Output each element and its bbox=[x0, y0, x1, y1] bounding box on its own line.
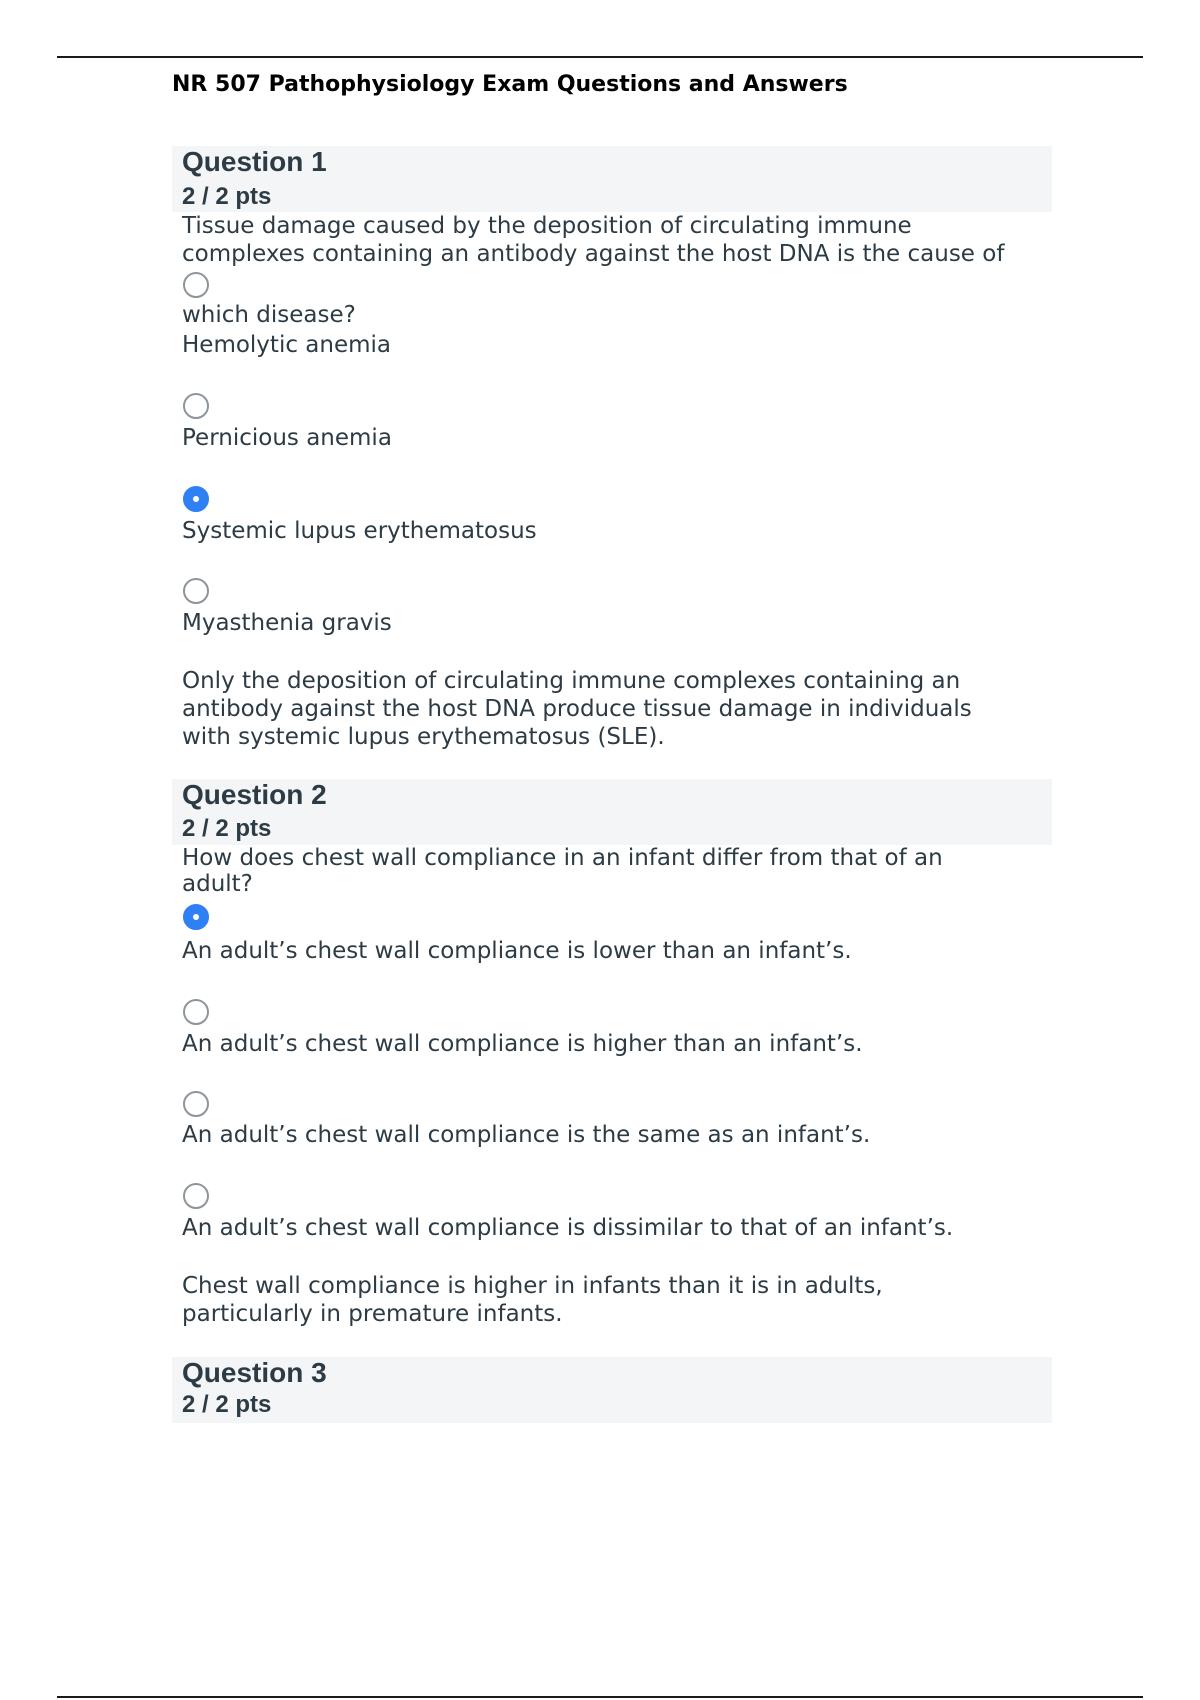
question-prompt: How does chest wall compliance in an infant differ from that of an bbox=[182, 845, 943, 871]
answer-explanation: Only the deposition of circulating immune complexes containing an bbox=[182, 668, 961, 694]
top-rule bbox=[57, 56, 1143, 58]
question-header bbox=[172, 779, 1052, 845]
question-prompt: which disease? bbox=[182, 302, 356, 328]
question-prompt: Tissue damage caused by the deposition of circulating immune bbox=[182, 213, 912, 239]
answer-option-label: Myasthenia gravis bbox=[182, 610, 392, 636]
answer-explanation: antibody against the host DNA produce tissue damage in individuals bbox=[182, 696, 972, 722]
bottom-rule bbox=[57, 1696, 1143, 1698]
question-title: Question 1 bbox=[182, 146, 327, 177]
question-prompt: complexes containing an antibody against the host DNA is the cause of bbox=[182, 241, 1005, 267]
answer-option-label: An adult’s chest wall compliance is the same as an infant’s. bbox=[182, 1122, 871, 1148]
question-prompt: adult? bbox=[182, 871, 253, 897]
answer-radio[interactable] bbox=[183, 393, 209, 419]
document-title: NR 507 Pathophysiology Exam Questions and Answers bbox=[172, 72, 848, 97]
answer-radio-selected[interactable] bbox=[183, 904, 209, 930]
answer-radio-selected[interactable] bbox=[183, 486, 209, 512]
question-points: 2 / 2 pts bbox=[182, 815, 272, 842]
question-points: 2 / 2 pts bbox=[182, 1391, 272, 1418]
answer-option-label: Systemic lupus erythematosus bbox=[182, 518, 537, 544]
answer-explanation: Chest wall compliance is higher in infants than it is in adults, bbox=[182, 1273, 883, 1299]
answer-option-label: Pernicious anemia bbox=[182, 425, 392, 451]
answer-option-label: An adult’s chest wall compliance is dissimilar to that of an infant’s. bbox=[182, 1215, 954, 1241]
answer-explanation: particularly in premature infants. bbox=[182, 1301, 563, 1327]
question-points: 2 / 2 pts bbox=[182, 183, 272, 210]
question-title: Question 3 bbox=[182, 1357, 327, 1388]
answer-option-label: An adult’s chest wall compliance is lower than an infant’s. bbox=[182, 938, 852, 964]
answer-radio[interactable] bbox=[183, 999, 209, 1025]
answer-radio[interactable] bbox=[183, 578, 209, 604]
question-header bbox=[172, 1357, 1052, 1423]
answer-radio[interactable] bbox=[183, 1183, 209, 1209]
question-title: Question 2 bbox=[182, 779, 327, 810]
question-header bbox=[172, 146, 1052, 212]
answer-radio[interactable] bbox=[183, 1091, 209, 1117]
answer-option-label: An adult’s chest wall compliance is higher than an infant’s. bbox=[182, 1031, 863, 1057]
answer-explanation: with systemic lupus erythematosus (SLE). bbox=[182, 724, 665, 750]
answer-radio[interactable] bbox=[183, 272, 209, 298]
answer-option-label: Hemolytic anemia bbox=[182, 332, 391, 358]
